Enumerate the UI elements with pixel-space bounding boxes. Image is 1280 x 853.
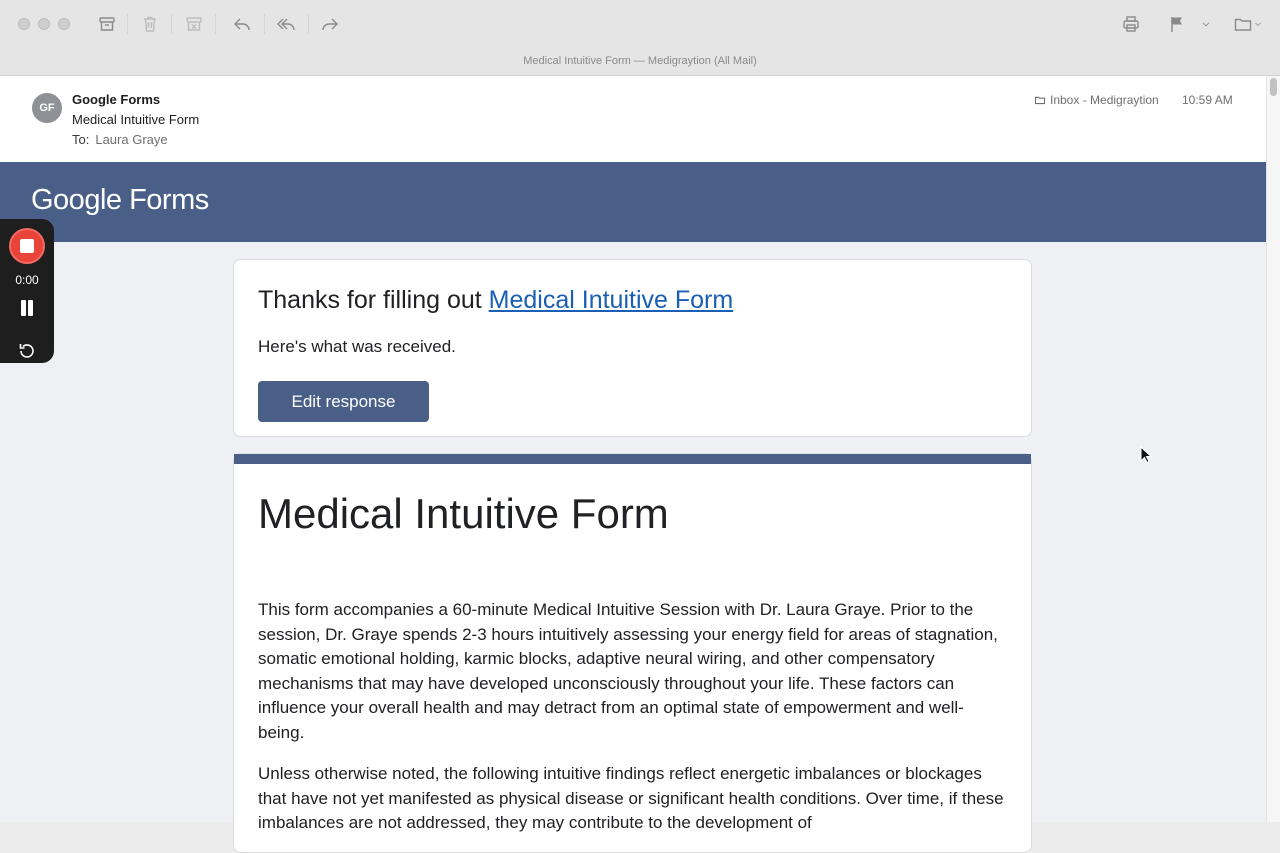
junk-button[interactable] (181, 12, 207, 36)
close-window-button[interactable] (18, 18, 30, 30)
flag-icon (1167, 14, 1187, 34)
form-card-accent (234, 454, 1031, 464)
reply-button[interactable] (229, 12, 255, 36)
form-title: Medical Intuitive Form (258, 490, 669, 537)
message-header (0, 76, 1266, 162)
message-time: 10:59 AM (1182, 93, 1233, 107)
restart-icon (17, 341, 37, 361)
window-controls (18, 18, 70, 30)
scrollbar-thumb[interactable] (1270, 78, 1277, 96)
mailbox-location (1034, 93, 1159, 107)
reply-icon (232, 14, 252, 34)
mouse-cursor-icon (1140, 446, 1152, 464)
email-body (0, 162, 1266, 832)
trash-icon (140, 14, 160, 34)
window-title: Medical Intuitive Form — Medigraytion (All Mail) (523, 55, 757, 67)
form-description-paragraph: Unless otherwise noted, the following intuitive findings reflect energetic imbalances or blockages that have not yet manifested as physical disease or significant health conditions. Over time, if these imbalances are not addressed, they may contribute to the development of (258, 764, 1004, 832)
reply-all-icon (276, 14, 296, 34)
toolbar-separator (308, 14, 309, 34)
archive-button[interactable] (94, 12, 120, 36)
screen-recorder-widget (0, 219, 54, 363)
recipient-name[interactable]: Laura Graye (95, 132, 168, 147)
message-subject: Medical Intuitive Form (72, 112, 200, 127)
archive-icon (97, 14, 117, 34)
thanks-text: Thanks for filling out (258, 286, 489, 314)
google-forms-banner (0, 162, 1266, 242)
toolbar-separator (215, 14, 216, 34)
sender-name[interactable]: Google Forms (72, 92, 161, 107)
recording-timer: 0:00 (15, 273, 39, 287)
delete-button[interactable] (137, 12, 163, 36)
chevron-down-icon (1253, 19, 1263, 29)
thanks-heading (258, 286, 733, 315)
received-text: Here's what was received. (258, 337, 456, 356)
google-forms-logo: Google Forms (31, 184, 209, 216)
scrollbar[interactable] (1266, 76, 1280, 822)
stop-recording-button[interactable] (9, 228, 45, 264)
confirmation-card (233, 259, 1032, 437)
pause-icon (28, 300, 33, 316)
toolbar-separator (264, 14, 265, 34)
edit-response-button[interactable]: Edit response (258, 381, 429, 422)
pause-icon (21, 300, 26, 316)
folder-icon (1034, 94, 1046, 106)
flag-button[interactable] (1164, 12, 1190, 36)
toolbar-separator (127, 14, 128, 34)
pause-recording-button[interactable] (19, 300, 35, 318)
folder-icon (1233, 14, 1253, 34)
restart-recording-button[interactable] (17, 341, 37, 361)
minimize-window-button[interactable] (38, 18, 50, 30)
chevron-down-icon (1200, 18, 1212, 30)
forward-button[interactable] (317, 12, 343, 36)
flag-menu-button[interactable] (1196, 12, 1216, 36)
printer-icon (1121, 14, 1141, 34)
junk-icon (184, 14, 204, 34)
zoom-window-button[interactable] (58, 18, 70, 30)
form-link[interactable]: Medical Intuitive Form (488, 286, 734, 314)
form-description-paragraph: This form accompanies a 60-minute Medical Intuitive Session with Dr. Laura Graye. Prior to the session, Dr. Graye spends 2-3 hours intuitively assessing your energy field for areas of stagnation, somatic emotional holding, karmic blocks, adaptive neural wiring, and other compensatory mechanisms that may have developed unconsciously throughout your life. These factors can influence your overall health and may detract from an optimal state of empowerment and well-being. (258, 600, 998, 742)
stop-icon (20, 239, 34, 253)
forward-icon (320, 14, 340, 34)
window-toolbar (0, 0, 1280, 76)
recipient-row (72, 132, 168, 147)
toolbar-separator (171, 14, 172, 34)
to-label: To: (72, 132, 90, 147)
mailbox-name: Inbox - Medigraytion (1050, 93, 1159, 107)
reply-all-button[interactable] (273, 12, 299, 36)
move-to-button[interactable] (1230, 12, 1266, 36)
form-card (233, 453, 1032, 853)
avatar: GF (32, 93, 62, 123)
print-button[interactable] (1118, 12, 1144, 36)
